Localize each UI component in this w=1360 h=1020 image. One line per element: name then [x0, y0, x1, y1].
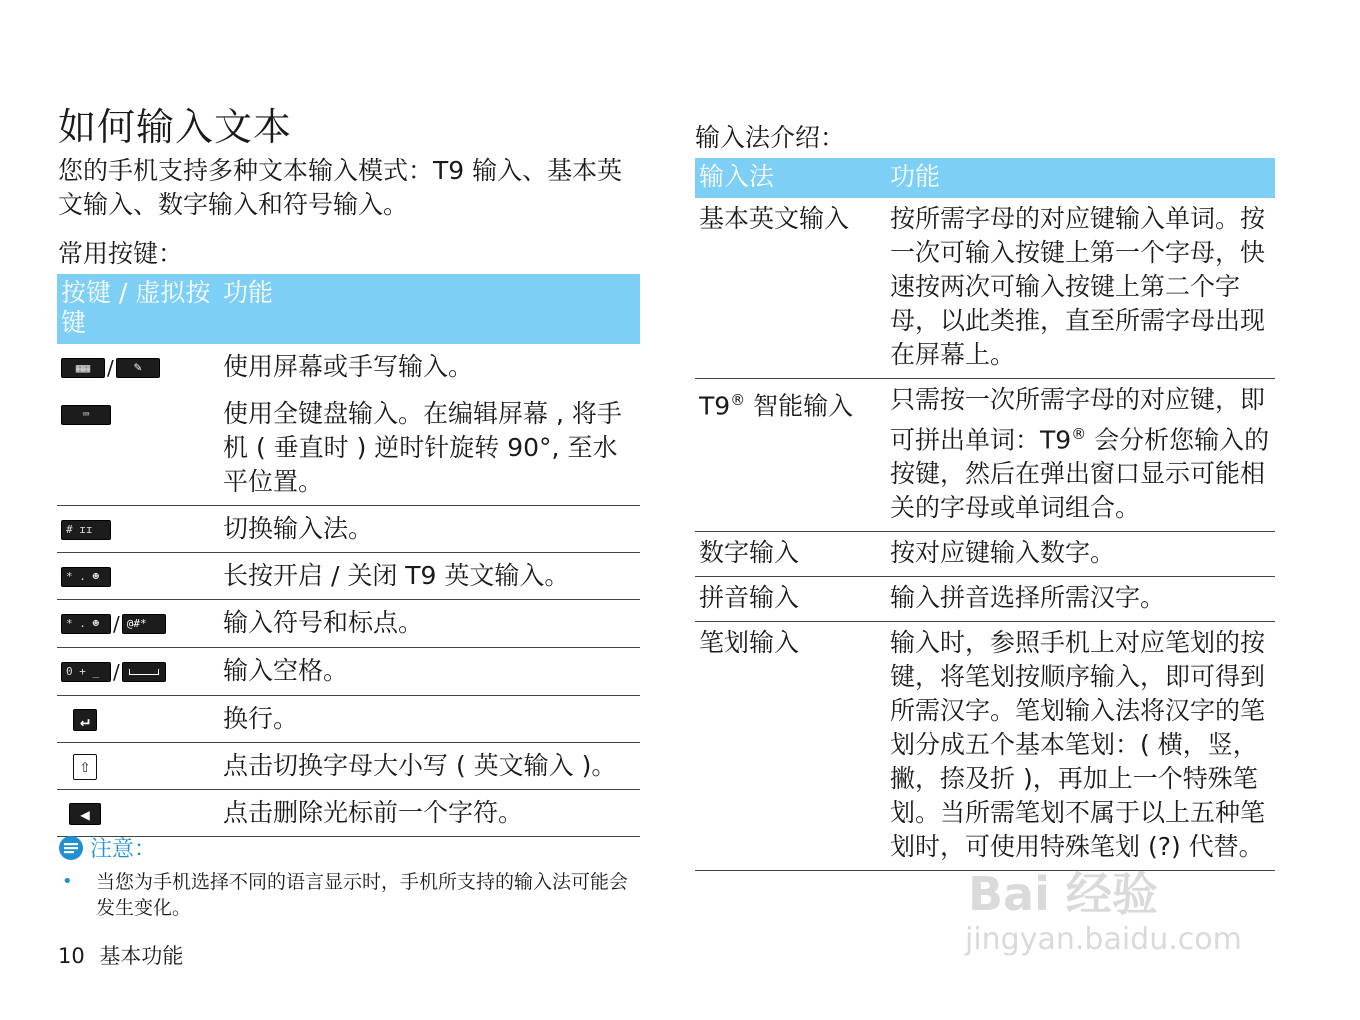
page-title: 如何输入文本: [58, 105, 293, 149]
full-keyboard-key-icon: ⌨: [61, 405, 111, 425]
keypad-key-icon: ▦▦: [61, 358, 105, 378]
table-row: [57, 648, 640, 696]
key-cell: [57, 600, 219, 648]
page-number: 10: [58, 944, 85, 968]
function-text-part: 只需按一次所需字母的对应键，即可拼出单词：T9: [890, 385, 1266, 455]
table-row: [695, 577, 1275, 622]
key-cell: [57, 344, 219, 391]
method-name-cell: [695, 379, 886, 532]
shift-key-icon: ⇧: [73, 754, 97, 780]
hash-key-icon: # ɪɪ: [61, 520, 111, 540]
key-cell: [57, 696, 219, 743]
note-icon: [58, 835, 84, 861]
table-row: [57, 553, 640, 600]
im-table-header: [695, 158, 1275, 198]
key-table: [57, 274, 640, 837]
key-separator: /: [107, 356, 114, 380]
key-cell: [57, 743, 219, 790]
method-name-suffix: 智能输入: [745, 391, 854, 421]
space-bar-glyph: [129, 669, 159, 675]
table-row: [695, 622, 1275, 871]
bullet-icon: •: [62, 871, 73, 892]
symbol-key-icon: @#*: [122, 614, 166, 634]
key-cell: [57, 391, 219, 506]
note-block: [58, 832, 643, 921]
method-column-header: 输入法: [695, 158, 886, 198]
enter-key-icon: ↵: [73, 709, 97, 731]
note-header: [58, 832, 643, 863]
handwriting-pen-key-icon: ✎: [116, 358, 160, 378]
method-name-cell: 笔划输入: [695, 622, 886, 871]
key-cell: [57, 648, 219, 696]
baidu-watermark-url: jingyan.baidu.com: [965, 922, 1242, 957]
key-cell: [57, 790, 219, 837]
star-key-icon: * . ☻: [61, 567, 111, 587]
table-row: [57, 344, 640, 391]
space-bar-key-icon: [122, 662, 166, 682]
im-function-column-header: 功能: [886, 158, 1275, 198]
function-cell: 长按开启 / 关闭 T9 英文输入。: [219, 553, 640, 600]
note-item: [58, 869, 643, 921]
method-function-cell: 按对应键输入数字。: [886, 532, 1275, 577]
table-row: [57, 506, 640, 553]
function-cell: 点击切换字母大小写 ( 英文输入 )。: [219, 743, 640, 790]
table-row: [57, 391, 640, 506]
function-text-part: 会分析您输入的按键，然后在弹出窗口显示可能相关的字母或单词组合。: [890, 425, 1270, 523]
function-cell: 点击删除光标前一个字符。: [219, 790, 640, 837]
table-row: [695, 532, 1275, 577]
function-cell: 使用屏幕或手写输入。: [223, 352, 474, 381]
table-row: [695, 379, 1275, 532]
note-item-text: 当您为手机选择不同的语言显示时，手机所支持的输入法可能会发生变化。: [96, 871, 629, 919]
backspace-key-icon: ◀: [69, 803, 101, 825]
function-cell: 输入空格。: [219, 648, 640, 696]
function-cell: 切换输入法。: [219, 506, 640, 553]
page-footer: [58, 940, 183, 970]
table-row: [57, 743, 640, 790]
star-key-icon: * . ☻: [61, 614, 111, 634]
function-column-header: 功能: [219, 274, 640, 344]
table-row: [695, 198, 1275, 379]
zero-key-icon: 0 + _: [61, 662, 111, 682]
key-cell: [57, 553, 219, 600]
key-separator: /: [113, 660, 120, 684]
t9-label: T9: [699, 391, 731, 421]
key-table-header: [57, 274, 640, 344]
key-cell: [57, 506, 219, 553]
note-title: 注意：: [90, 837, 157, 862]
method-function-cell: 按所需字母的对应键输入单词。按一次可输入按键上第一个字母，快速按两次可输入按键上第二个字母，以此类推，直至所需字母出现在屏幕上。: [886, 198, 1275, 379]
footer-section: 基本功能: [99, 944, 184, 968]
function-cell: 输入符号和标点。: [219, 600, 640, 648]
key-column-header: 按键 / 虚拟按键: [57, 274, 219, 344]
baidu-watermark-logo: Bai 经验: [968, 867, 1158, 921]
method-function-cell: [886, 379, 1275, 532]
method-name-cell: 数字输入: [695, 532, 886, 577]
method-name-cell: 基本英文输入: [695, 198, 886, 379]
registered-mark: ®: [1071, 425, 1087, 443]
input-methods-heading: 输入法介绍：: [695, 123, 846, 152]
function-cell: 使用全键盘输入。在编辑屏幕 , 将手机 ( 垂直时 ) 逆时针旋转 90°, 至水平位置。: [219, 391, 640, 506]
registered-mark: ®: [730, 391, 746, 409]
intro-paragraph: 您的手机支持多种文本输入模式：T9 输入、基本英文输入、数字输入和符号输入。: [58, 156, 623, 219]
common-keys-heading: 常用按键：: [58, 239, 184, 268]
table-row: [57, 600, 640, 648]
input-method-table: [695, 158, 1275, 871]
key-separator: /: [113, 612, 120, 636]
method-function-cell: 输入拼音选择所需汉字。: [886, 577, 1275, 622]
table-row: [57, 790, 640, 837]
method-function-cell: 输入时，参照手机上对应笔划的按键，将笔划按顺序输入，即可得到所需汉字。笔划输入法将汉字的笔划分成五个基本笔划：( 横，竖，撇，捺及折 )，再加上一个特殊笔划。当所需笔划不属于以上五种笔划时，可使用特殊笔划 (?) 代替。: [886, 622, 1275, 871]
method-name-cell: 拼音输入: [695, 577, 886, 622]
function-cell: 换行。: [219, 696, 640, 743]
table-row: [57, 696, 640, 743]
